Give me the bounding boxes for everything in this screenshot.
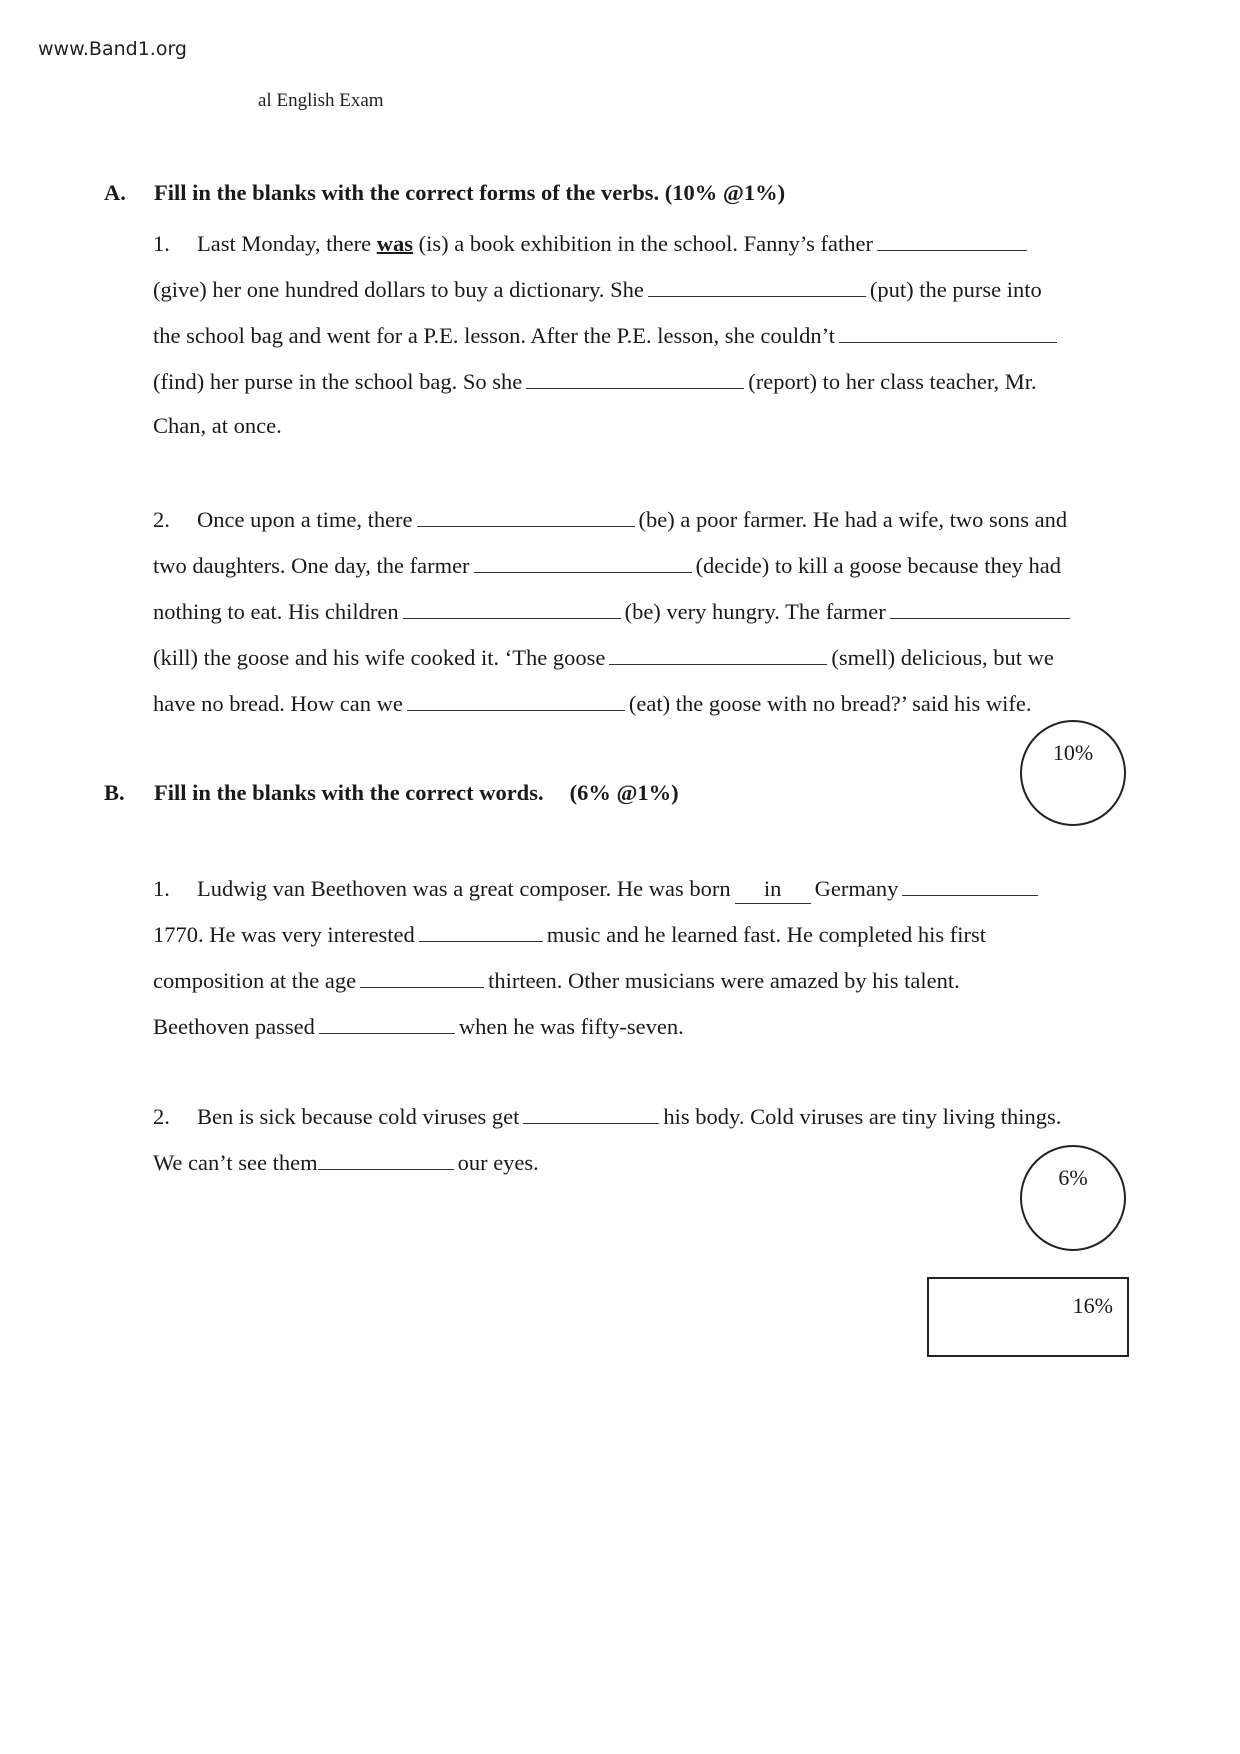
question-number: 1. [153,876,170,901]
text: (report) to her class teacher, Mr. [748,369,1037,394]
answer-blank[interactable] [360,965,484,988]
text: composition at the age [153,968,357,993]
question-line [153,688,1031,718]
answer-blank[interactable] [474,550,692,573]
text: Beethoven passed [153,1014,315,1039]
section-letter: B. [104,780,125,805]
text: (find) her purse in the school bag. So she [153,369,523,394]
text: Ben is sick because cold viruses get [197,1104,520,1129]
section-a-score-circle [1020,720,1126,826]
text: (be) a poor farmer. He had a wife, two sons and [638,507,1068,532]
text: have no bread. How can we [153,691,403,716]
question-line [153,873,1042,904]
text: when he was fifty-seven. [458,1014,684,1039]
text: Once upon a time, there [197,507,413,532]
text: (eat) the goose with no bread?’ said his wife. [628,691,1032,716]
text: Ludwig van Beethoven was a great composer. He was born [197,876,731,901]
answer-blank[interactable] [526,366,744,389]
section-b-score-circle [1020,1145,1126,1251]
question-line [153,550,1061,580]
answer-blank[interactable] [609,642,827,665]
text: (give) her one hundred dollars to buy a dictionary. She [153,277,644,302]
question-line [153,320,1061,350]
text: 1770. He was very interested [153,922,415,947]
section-b-heading [104,780,679,806]
question-line [153,274,1042,304]
answer-blank[interactable] [318,1147,454,1170]
text: (put) the purse into [869,277,1042,302]
total-score-box [927,1277,1129,1357]
answer-blank[interactable] [523,1101,659,1124]
answer-blank[interactable] [839,320,1057,343]
text: (is) a book exhibition in the school. Fanny’s father [413,231,873,256]
total-score-value: 16% [1072,1293,1113,1318]
text: (smell) delicious, but we [831,645,1054,670]
question-line [153,1101,1061,1131]
question-line [153,366,1037,396]
question-line [153,642,1054,672]
text: (be) very hungry. The farmer [624,599,886,624]
answer-example: was [376,231,414,256]
answer-blank[interactable] [403,596,621,619]
question-line [153,412,282,440]
answer-example: in [735,875,811,904]
answer-blank[interactable] [419,919,543,942]
question-number: 2. [153,507,170,532]
section-a-heading [104,180,785,206]
question-number: 1. [153,231,170,256]
text: We can’t see them [153,1150,318,1175]
answer-blank[interactable] [407,688,625,711]
question-line [153,504,1067,534]
answer-blank[interactable] [319,1011,455,1034]
score-value: 6% [1058,1165,1088,1190]
text: music and he learned fast. He completed his first [546,922,987,947]
text: nothing to eat. His children [153,599,399,624]
text: two daughters. One day, the farmer [153,553,470,578]
text: the school bag and went for a P.E. lesson. After the P.E. lesson, she couldn’t [153,323,835,348]
question-line [153,1147,539,1177]
answer-blank[interactable] [877,228,1027,251]
text: his body. Cold viruses are tiny living things. [663,1104,1062,1129]
text: Chan, at once. [153,413,282,438]
question-number: 2. [153,1104,170,1129]
text: (kill) the goose and his wife cooked it. ‘The goose [153,645,606,670]
watermark: www.Band1.org [38,38,187,60]
text: (decide) to kill a goose because they had [695,553,1062,578]
section-letter: A. [104,180,126,205]
text: our eyes. [457,1150,539,1175]
question-line [153,965,960,995]
section-title: Fill in the blanks with the correct forms of the verbs. (10% @1%) [154,180,786,205]
score-value: 10% [1052,740,1094,765]
answer-blank[interactable] [902,873,1038,896]
question-line [153,228,1031,258]
question-line [153,596,1074,626]
text: Last Monday, there [197,231,377,256]
answer-blank[interactable] [417,504,635,527]
answer-blank[interactable] [890,596,1070,619]
question-line [153,1011,684,1041]
section-marks: (6% @1%) [569,780,679,805]
question-line [153,919,986,949]
text: thirteen. Other musicians were amazed by his talent. [488,968,960,993]
answer-blank[interactable] [648,274,866,297]
text: Germany [814,876,899,901]
exam-title: al English Exam [258,90,384,111]
section-title: Fill in the blanks with the correct words. [154,780,544,805]
